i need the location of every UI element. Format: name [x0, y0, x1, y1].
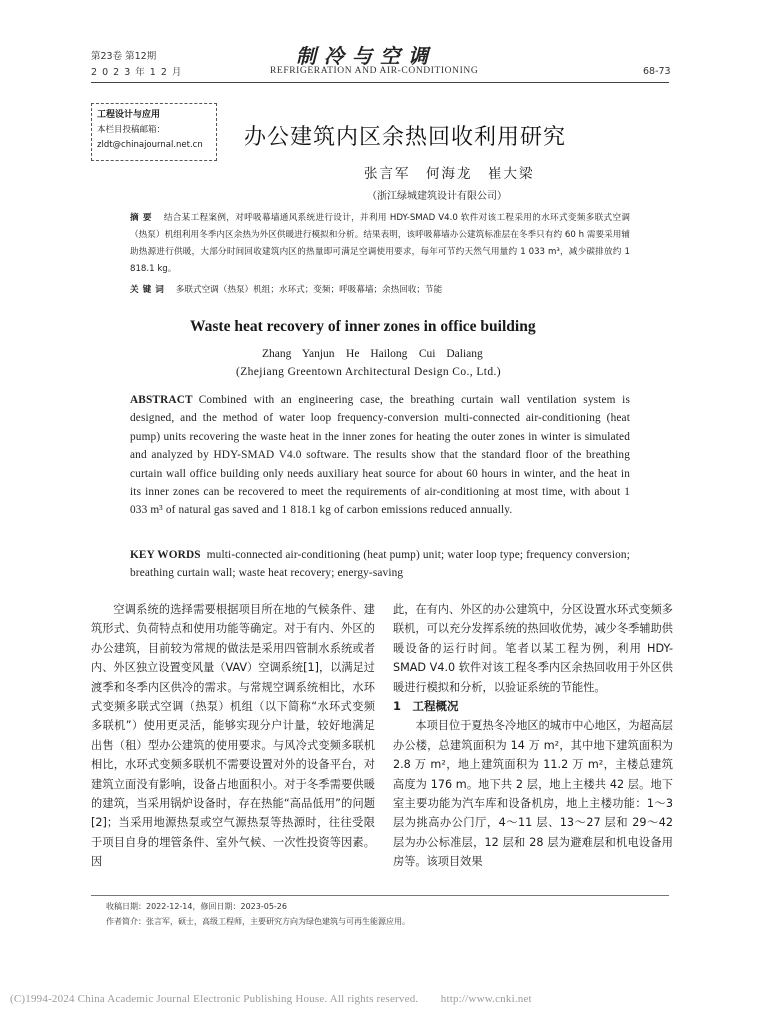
column-info-box: [91, 103, 217, 161]
journal-title-cn: 制冷与空调: [296, 44, 436, 68]
body-paragraph: 此，在有内、外区的办公建筑中，分区设置水环式变频多联机，可以充分发挥系统的热回收优势，减少冬季辅助供暖设备的运行时间。笔者以某工程为例，利用 HDY-SMAD V4.0 软件对该工程冬季内区余热回收用于外区供暖进行模拟和分析，以验证系统的节能性。: [393, 603, 673, 694]
affiliation-en: (Zhejiang Greentown Architectural Design Co., Ltd.): [236, 366, 502, 378]
footnote-received: 收稿日期：2022-12-14，修回日期：2023-05-26: [106, 902, 287, 911]
article-title-cn: 办公建筑内区余热回收利用研究: [244, 125, 567, 150]
body-right-column: [393, 600, 673, 872]
body-paragraph: 空调系统的选择需要根据项目所在地的气候条件、建筑形式、负荷特点和使用功能等确定。对于有内、外区的办公建筑，目前较为常规的做法是采用四管制水系统或者内、外区独立设置变风量（VAV）空调系统[1]，以满足过渡季和冬季内区供冷的需求。与常规空调系统相比，水环式变频多联式空调（热泵）机组（以下简称“水环式变频多联机”）使用更灵活，能够实现分户计量，较好地满足出售（租）型办公建筑的使用要求。与风冷式变频多联机相比，水环式变频多联机不需要设置对外的设备平台，对建筑立面没有影响，设备占地面积小。对于冬季需要供暖的建筑，当采用锅炉设备时，存在热能“高品低用”的问题[2]；当采用地源热泵或空气源热泵等热源时，往往受限于项目自身的埋管条件、室外气候、一次性投资等因素。因: [91, 603, 375, 869]
header-rule: [91, 82, 669, 83]
footnote-rule: [91, 895, 669, 896]
journal-title-en: REFRIGERATION AND AIR-CONDITIONING: [270, 66, 479, 76]
abstract-cn-label: 摘要: [130, 213, 156, 223]
keywords-cn: [130, 282, 630, 299]
affiliation-cn: （浙江绿城建筑设计有限公司）: [367, 191, 507, 202]
copyright-watermark: (C)1994-2024 China Academic Journal Electronic Publishing House. All rights reserved. http://www.cnki.net: [10, 993, 532, 1005]
abstract-en: [130, 391, 630, 520]
keywords-cn-text: 多联式空调（热泵）机组；水环式；变频；呼吸幕墙；余热回收；节能: [175, 285, 443, 295]
page-range: 68-73: [643, 66, 671, 77]
authors-en: Zhang Yanjun He Hailong Cui Daliang: [262, 348, 483, 360]
body-left-column: [91, 600, 375, 872]
abstract-cn-text: 结合某工程案例，对呼吸幕墙通风系统进行设计，并利用 HDY-SMAD V4.0 软件对该工程采用的水环式变频多联式空调（热泵）机组利用冬季内区余热为外区供暖进行模拟和分析。结果表明，该呼吸幕墙办公建筑标准层在冬季只有约 60 h 需要采用辅助热源进行供暖，大部分时间回收建筑内区的热量即可满足空调使用要求，每年可节约天然气用量约 1 033 m³，减少碳排放约 1 818.1 kg。: [130, 213, 630, 274]
keywords-en-label: KEY WORDS: [130, 549, 201, 561]
authors-cn: 张言军 何海龙 崔大梁: [364, 166, 535, 182]
issue-date: 2 0 2 3 年 1 2 月: [91, 67, 183, 78]
section-heading: 1 工程概况: [393, 699, 459, 714]
volume-issue: 第23卷 第12期: [91, 51, 157, 62]
keywords-cn-label: 关键词: [130, 285, 168, 295]
body-paragraph: 本项目位于夏热冬冷地区的城市中心地区，为超高层办公楼，总建筑面积为 14 万 m²，其中地下建筑面积为 2.8 万 m²，地上建筑面积为 11.2 万 m²，主楼总建筑高度为 176 m。地下共 2 层，地上主楼共 42 层。地下室主要功能为汽车库和设备机房，地上主楼功能：1～3 层为挑高办公门厅，4～11 层、13～27 层和 29～42 层为办公标准层，12 层和 28 层为避难层和机电设备用房等。该项目效果: [393, 719, 673, 869]
abstract-en-label: ABSTRACT: [130, 394, 193, 406]
submission-email: zldt@chinajournal.net.cn: [97, 140, 203, 150]
keywords-en: [130, 546, 630, 583]
column-name: 工程设计与应用: [97, 110, 161, 120]
keywords-en-text: multi-connected air-conditioning (heat pump) unit; water loop type; frequency conversion; breathing curtain wall; waste heat recovery; energy-saving: [130, 549, 630, 580]
abstract-cn: [130, 210, 630, 278]
article-title-en: Waste heat recovery of inner zones in office building: [190, 318, 536, 335]
abstract-en-text: Combined with an engineering case, the breathing curtain wall ventilation system is designed, and the method of water loop frequency-conversion multi-connected air-conditioning (heat pump) units recovering the waste heat in the inner zones for heating the outer zones in winter is simulated and analyzed by HDY-SMAD V4.0 software. The results show that the standard floor of the breathing curtain wall office building only needs auxiliary heat source for about 60 hours in winter, and the heat in its inner zones can be recovered to meet the requirements of air-conditioning at most time, with about 1 033 m³ of natural gas saved and 1 818.1 kg of carbon emissions reduced annually.: [130, 394, 630, 517]
footnote-author: 作者简介：张言军，硕士，高级工程师，主要研究方向为绿色建筑与可再生能源应用。: [106, 917, 410, 926]
submission-email-label: 本栏目投稿邮箱：: [97, 125, 166, 135]
